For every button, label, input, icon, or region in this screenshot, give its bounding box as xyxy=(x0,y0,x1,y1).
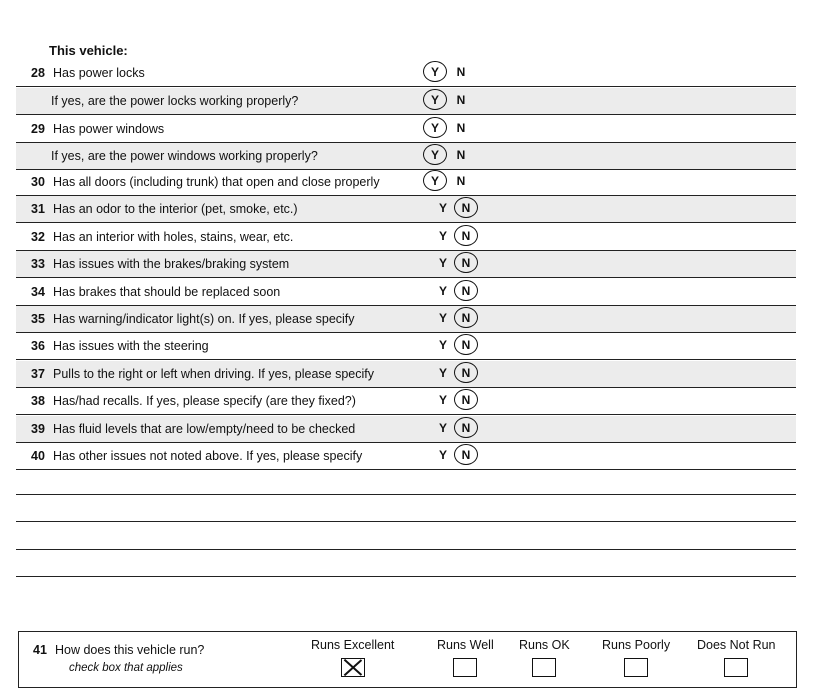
checkbox-icon[interactable] xyxy=(624,658,648,677)
no-option[interactable]: N xyxy=(458,311,474,325)
question-row xyxy=(16,443,796,470)
checkbox-icon[interactable] xyxy=(453,658,477,677)
question-row xyxy=(16,60,796,87)
question-row xyxy=(16,361,796,388)
yes-option[interactable]: Y xyxy=(438,393,447,407)
yes-option[interactable]: Y xyxy=(427,174,443,188)
yes-option[interactable]: Y xyxy=(438,311,447,325)
no-option[interactable]: N xyxy=(458,366,474,380)
no-option[interactable]: N xyxy=(458,201,474,215)
no-option[interactable]: N xyxy=(456,174,466,188)
no-option[interactable]: N xyxy=(456,148,466,162)
run-option-label: Runs OK xyxy=(519,638,570,652)
run-option-label: Runs Well xyxy=(437,638,494,652)
question-number: 41 xyxy=(33,643,47,657)
question-number: 40 xyxy=(31,449,45,463)
no-option[interactable]: N xyxy=(458,284,474,298)
question-text: Pulls to the right or left when driving. If yes, please specify xyxy=(53,367,374,381)
yes-option[interactable]: Y xyxy=(438,421,447,435)
no-option[interactable]: N xyxy=(458,229,474,243)
question-text: Has brakes that should be replaced soon xyxy=(53,285,281,299)
question-text: Has issues with the brakes/braking system xyxy=(53,257,290,271)
yes-option[interactable]: Y xyxy=(438,366,447,380)
question-row xyxy=(16,224,796,251)
question-row xyxy=(16,88,796,115)
write-in-line[interactable] xyxy=(16,494,796,495)
no-option[interactable]: N xyxy=(456,65,466,79)
question-text: Has power windows xyxy=(53,122,165,136)
question-row xyxy=(16,143,796,170)
yes-option[interactable]: Y xyxy=(427,93,443,107)
question-row xyxy=(16,416,796,443)
question-number: 34 xyxy=(31,285,45,299)
write-in-line[interactable] xyxy=(16,549,796,550)
question-number: 30 xyxy=(31,175,45,189)
question-number: 36 xyxy=(31,339,45,353)
yes-option[interactable]: Y xyxy=(427,65,443,79)
run-option-label: Runs Excellent xyxy=(311,638,395,652)
form-heading: This vehicle: xyxy=(49,43,128,58)
question-text: If yes, are the power windows working properly? xyxy=(51,149,318,163)
question-row xyxy=(16,306,796,333)
question-text: Has warning/indicator light(s) on. If yes, please specify xyxy=(53,312,355,326)
question-text: Has fluid levels that are low/empty/need to be checked xyxy=(53,422,356,436)
run-condition-box xyxy=(18,631,797,688)
question-hint: check box that applies xyxy=(69,662,183,674)
checkbox-icon[interactable] xyxy=(532,658,556,677)
checked-box-icon[interactable] xyxy=(341,658,365,677)
no-option[interactable]: N xyxy=(458,421,474,435)
question-number: 38 xyxy=(31,394,45,408)
yes-option[interactable]: Y xyxy=(438,201,447,215)
question-row xyxy=(16,251,796,278)
question-number: 28 xyxy=(31,66,45,80)
yes-option[interactable]: Y xyxy=(438,448,447,462)
yes-option[interactable]: Y xyxy=(438,284,447,298)
question-number: 39 xyxy=(31,422,45,436)
run-option[interactable] xyxy=(311,638,394,677)
yes-option[interactable]: Y xyxy=(427,121,443,135)
question-text: Has an interior with holes, stains, wear, etc. xyxy=(53,230,294,244)
question-row xyxy=(16,333,796,360)
question-text: Has/had recalls. If yes, please specify (are they fixed?) xyxy=(53,394,356,408)
question-row xyxy=(16,116,796,143)
yes-option[interactable]: Y xyxy=(438,256,447,270)
no-option[interactable]: N xyxy=(458,256,474,270)
question-text: Has other issues not noted above. If yes, please specify xyxy=(53,449,363,463)
question-number: 33 xyxy=(31,257,45,271)
question-text: Has issues with the steering xyxy=(53,339,209,353)
no-option[interactable]: N xyxy=(458,393,474,407)
no-option[interactable]: N xyxy=(456,93,466,107)
checkbox-icon[interactable] xyxy=(724,658,748,677)
question-number: 37 xyxy=(31,367,45,381)
question-row xyxy=(16,196,796,223)
question-row xyxy=(16,388,796,415)
question-row xyxy=(16,279,796,306)
run-option[interactable] xyxy=(519,638,570,677)
run-option-label: Does Not Run xyxy=(697,638,776,652)
yes-option[interactable]: Y xyxy=(438,229,447,243)
question-text: Has power locks xyxy=(53,66,145,80)
run-option-label: Runs Poorly xyxy=(602,638,671,652)
run-option[interactable] xyxy=(697,638,776,677)
question-number: 29 xyxy=(31,122,45,136)
write-in-line[interactable] xyxy=(16,576,796,577)
yes-option[interactable]: Y xyxy=(427,148,443,162)
no-option[interactable]: N xyxy=(456,121,466,135)
question-number: 31 xyxy=(31,202,45,216)
question-text: Has all doors (including trunk) that open and close properly xyxy=(53,175,380,189)
question-text: How does this vehicle run? xyxy=(55,643,205,657)
question-text: Has an odor to the interior (pet, smoke, etc.) xyxy=(53,202,298,216)
question-number: 32 xyxy=(31,230,45,244)
run-option[interactable] xyxy=(437,638,494,677)
question-text: If yes, are the power locks working properly? xyxy=(51,94,299,108)
write-in-line[interactable] xyxy=(16,521,796,522)
yes-option[interactable]: Y xyxy=(438,338,447,352)
run-option[interactable] xyxy=(602,638,670,677)
question-row xyxy=(16,169,796,196)
no-option[interactable]: N xyxy=(458,338,474,352)
no-option[interactable]: N xyxy=(458,448,474,462)
question-number: 35 xyxy=(31,312,45,326)
